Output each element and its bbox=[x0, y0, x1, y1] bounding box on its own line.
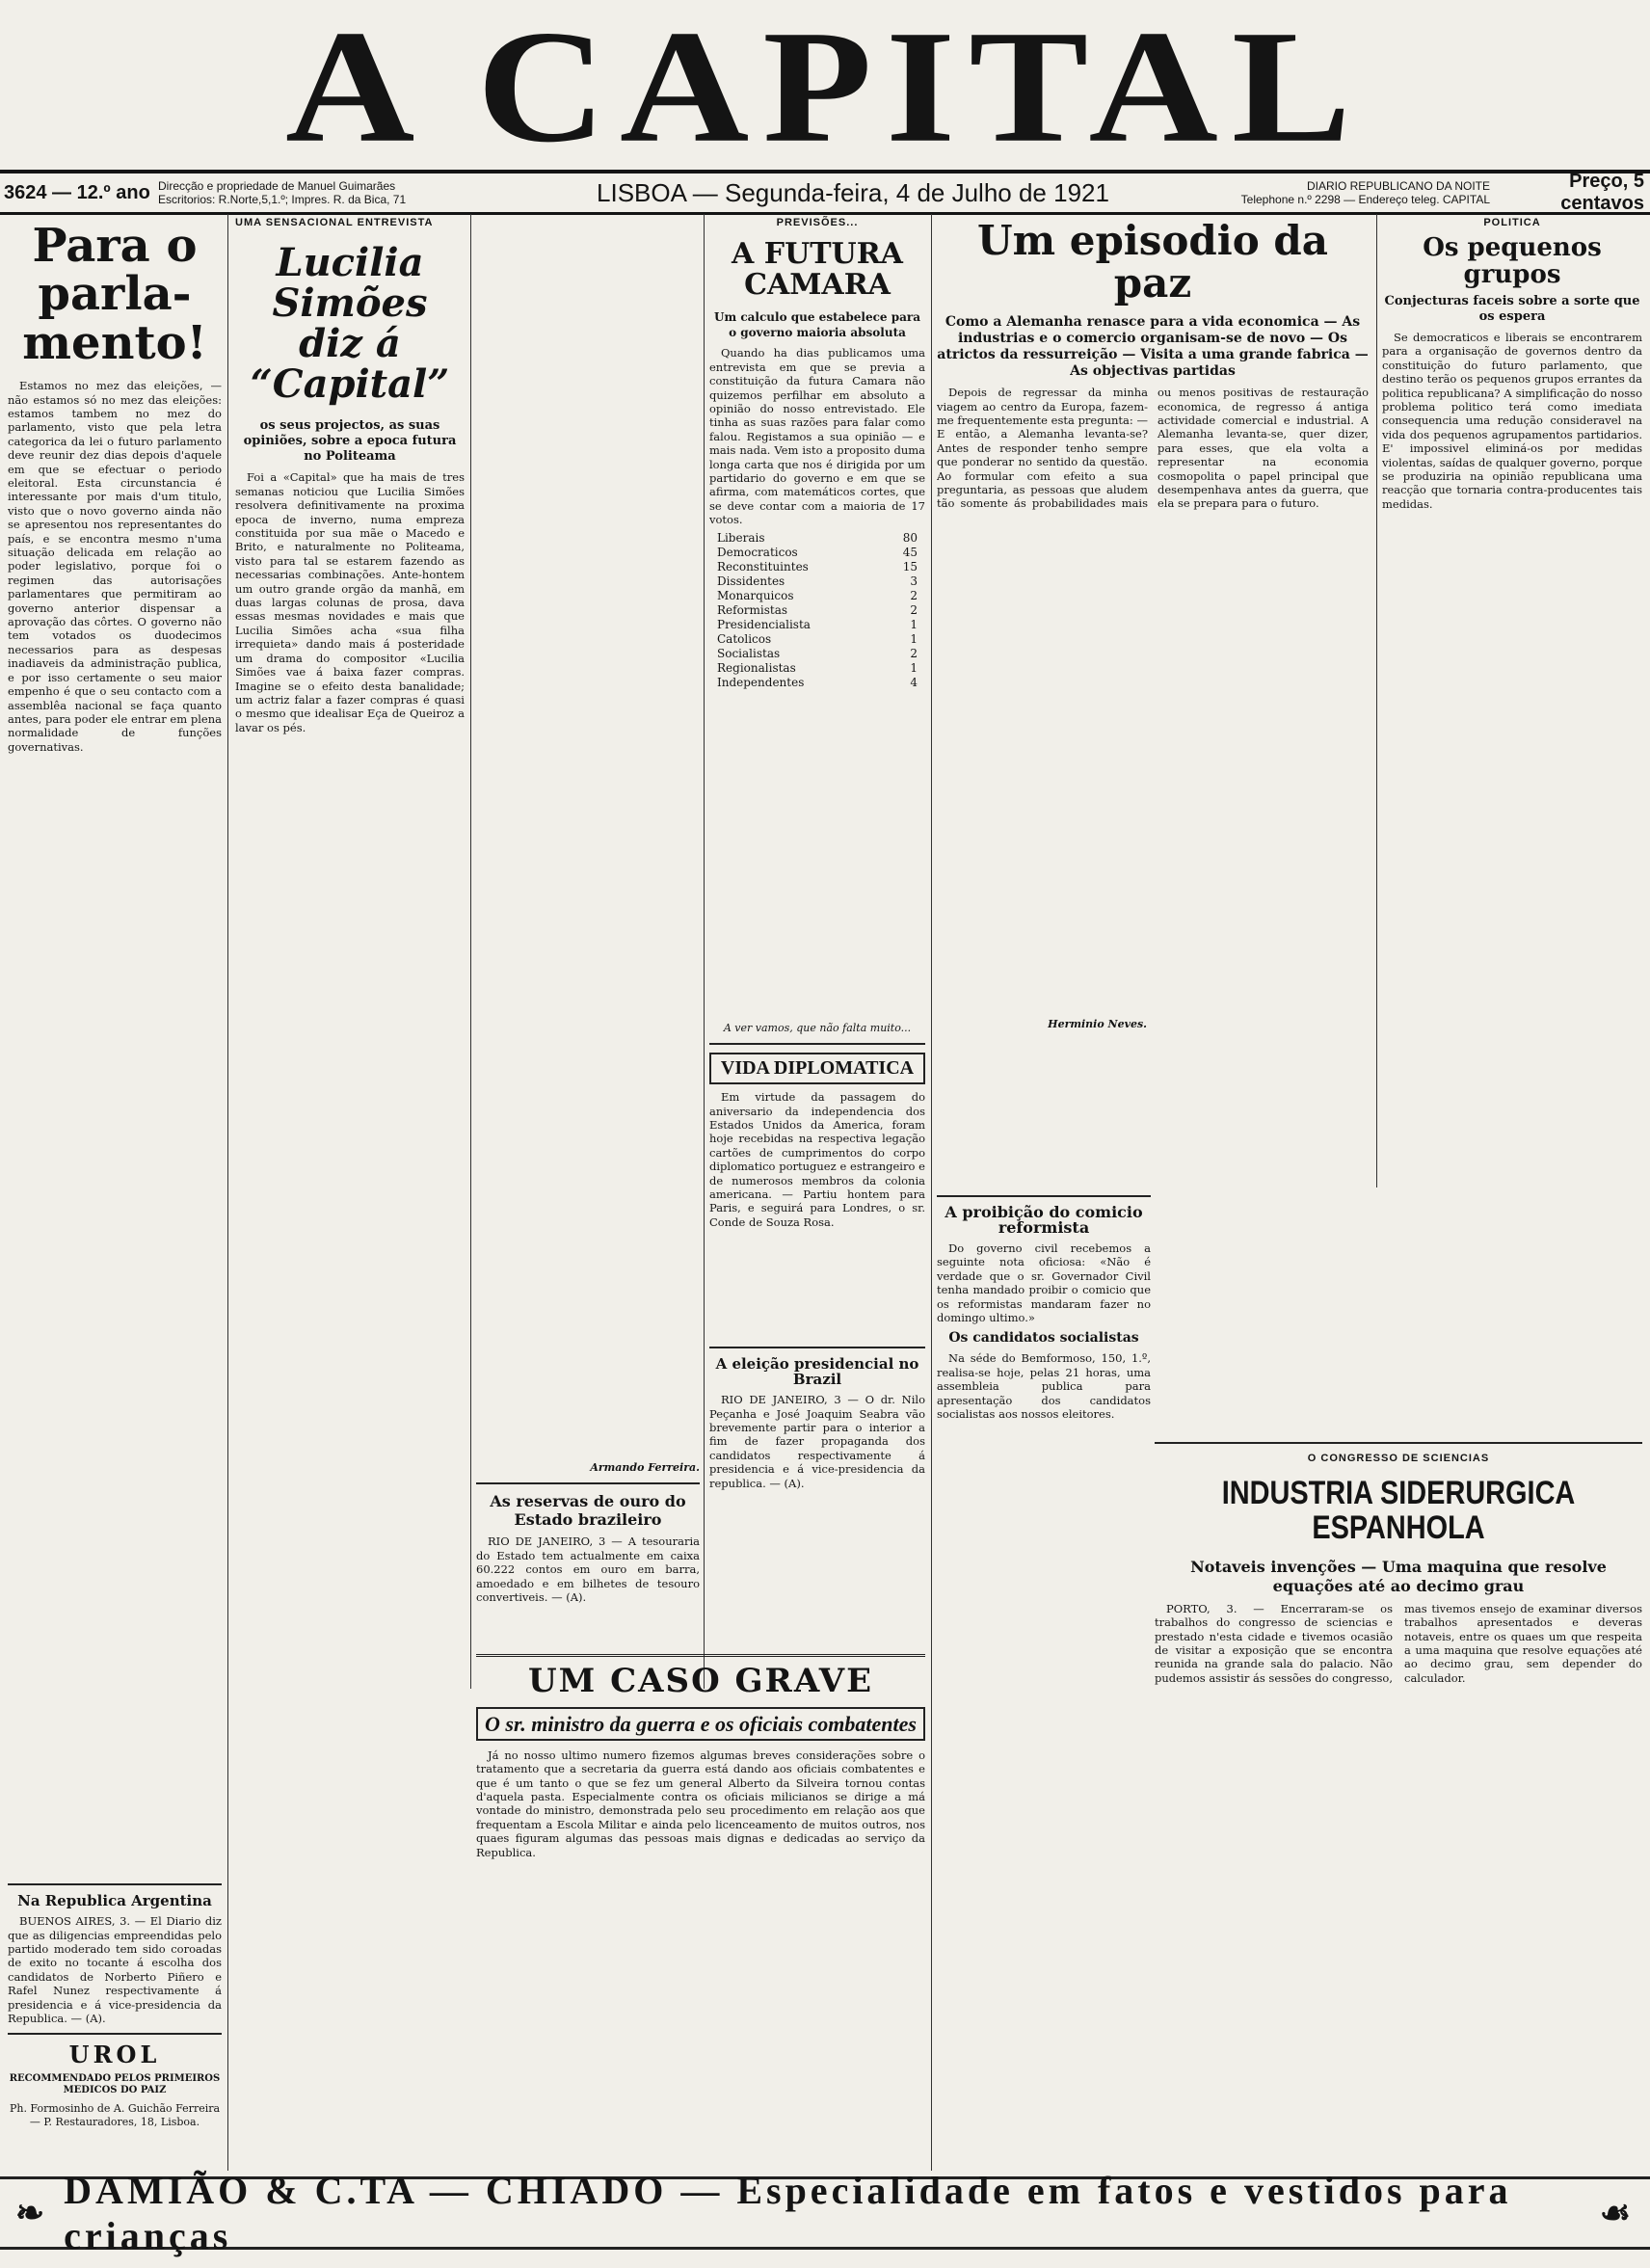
column-4b bbox=[937, 1187, 1151, 1428]
article-caso-grave bbox=[476, 1646, 925, 2171]
divider bbox=[8, 2033, 222, 2035]
article-parlamento bbox=[8, 379, 222, 754]
article-diplomatica-text: Em virtude da passagem do aniversario da independencia dos Estados Unidos da America, foram hoje recebidas na respectiva legação cartões de cumprimentos do corpo diplomatico portuguez e estrangeiro e de numerosos membros da colonia americana. — Partiu hontem para Paris, e seguirá para Londres, o sr. Conde de Souza Rosa. bbox=[709, 1090, 925, 1229]
publication-date: LISBOA — Segunda-feira, 4 de Julho de 1921 bbox=[597, 177, 1109, 207]
deck-lucilia: os seus projectos, as suas opiniões, sobre a epoca futura no Politeama bbox=[243, 418, 457, 465]
headline-candidatos-socialistas: Os candidatos socialistas bbox=[948, 1330, 1139, 1347]
column-4 bbox=[937, 214, 1369, 1187]
article-industria-siderurgica bbox=[1155, 1434, 1642, 2171]
ad-urol-line-1: RECOMMENDADO PELOS PRIMEIROS MEDICOS DO PAIZ bbox=[9, 2072, 221, 2095]
footer-ad-text: DAMIÃO & C.TA — CHIADO — Especialidade em fatos e vestidos para crianças bbox=[64, 2169, 1512, 2257]
headline-argentina: Na Republica Argentina bbox=[17, 1892, 212, 1910]
parties-table bbox=[717, 531, 918, 690]
headline-lucilia: Lucilia Simões diz á “Capital” bbox=[250, 240, 450, 408]
headline-vida-diplomatica: VIDA DIPLOMATICA bbox=[709, 1053, 925, 1084]
divider bbox=[8, 1883, 222, 1885]
kicker-entrevista: UMA SENSACIONAL ENTREVISTA bbox=[235, 217, 434, 228]
party-row: Monarquicos 2 bbox=[717, 588, 918, 602]
ornament-icon: ❧ bbox=[15, 2194, 49, 2232]
issue-number: 3624 — 12.º ano bbox=[4, 181, 150, 203]
headline-proibicao-comicio: A proibição do comicio reformista bbox=[945, 1203, 1143, 1237]
kicker-politica: POLITICA bbox=[1483, 217, 1541, 228]
column-rule bbox=[1376, 214, 1377, 1187]
deck-industria: Notaveis invenções — Uma maquina que resolve equações até ao decimo grau bbox=[1190, 1557, 1607, 1595]
column-rule bbox=[704, 214, 705, 1689]
admin-line-1: Direcção e propriedade de Manuel Guimarães bbox=[158, 179, 396, 193]
ad-urol-line-2: Ph. Formosinho de A. Guichão Ferreira — P. Restauradores, 18, Lisboa. bbox=[9, 2101, 221, 2128]
article-industria-text: PORTO, 3. — Encerraram-se os trabalhos do congresso de sciencias e prestado n'esta cidade e tivemos ocasião de visitar a exposição que se encontra reunida na grande sala do palacio. Não pudemos assistir ás sessões do congresso, mas tivemos ensejo de examinar diversos trabalhos apresentados e deveras notaveis, entre os quaes um que respeita a uma maquina que resolve equações até ao decimo grau, sem depender do calculador. bbox=[1155, 1601, 1642, 1685]
party-row: Reformistas 2 bbox=[717, 602, 918, 617]
party-row: Catolicos 1 bbox=[717, 631, 918, 646]
daily-info bbox=[1201, 179, 1490, 206]
deck-pequenos-grupos: Conjecturas faceis sobre a sorte que os espera bbox=[1384, 294, 1640, 324]
article-lucilia-text: Foi a «Capital» que ha mais de tres semanas noticiou que Lucilia Simões resolvera definitivamente na proxima epoca de inverno, numa empreza constituida por sua mãe o Macedo e Brito, e naturalmente no Politeama, visto para tal se estarem fazendo as necessarias combinações. Ante-hontem um outro grande orgão da manhã, em duas largas colunas de prosa, dava essas mesmas novidades e mais que Lucilia Simões acha «sua filha irrequieta» dando mais á posteridade um drama do compositor «Lucilia Simões vae á baixa fazer compras. Imagine se o efeito desta banalidade; um actriz falar a fazer compras é quasi o mesmo que idealisar Eça de Queiroz a lavar os pés. bbox=[235, 470, 465, 734]
column-rule bbox=[470, 214, 471, 1689]
daily-line-1: DIARIO REPUBLICANO DA NOITE bbox=[1306, 179, 1490, 193]
headline-parlamento: Para o parla-mento! bbox=[22, 219, 207, 370]
article-lucilia-continued bbox=[476, 214, 700, 1457]
party-row: Socialistas 2 bbox=[717, 646, 918, 660]
article-eleicao-text: RIO DE JANEIRO, 3 — O dr. Nilo Peçanha e José Joaquim Seabra vão brevemente partir para o interior a fim de fazer propaganda dos candidatos respectivamente á presidencia e á vice-presidencia da republica. — (A). bbox=[709, 1393, 925, 1490]
byline-armando: Armando Ferreira. bbox=[590, 1461, 700, 1474]
article-episodio-text: Depois de regressar da minha viagem ao centro da Europa, fazem-me frequentemente esta pregunta: — E então, a Alemanha levanta-se? Antes de responder tenho sempre que ponderar no sentido da questão. Ao formular com efeito a sua preguntaria, as pessoas que aludem tão somente ás probabilidades mais ou menos positivas de restauração economica, de regresso á antiga actividade comercial e industrial. A Alemanha levanta-se, quer dizer, para esses, que ela volta a representar na economia cosmopolita o papel principal que desempenhava antes da guerra, que ela se prepara para o futuro. bbox=[937, 386, 1369, 511]
headline-futura-camara: A FUTURA CAMARA bbox=[732, 237, 903, 302]
headline-caso-grave: UM CASO GRAVE bbox=[527, 1662, 874, 1700]
masthead bbox=[0, 0, 1650, 176]
kicker-previsoes: PREVISÕES... bbox=[776, 217, 859, 228]
party-row: Independentes 4 bbox=[717, 675, 918, 689]
byline-herminio: Herminio Neves. bbox=[1048, 1017, 1147, 1030]
article-proibicao-text: Do governo civil recebemos a seguinte nota oficiosa: «Não é verdade que o sr. Governador Civil tenha mandado proibir o comicio que os reformistas mandaram fazer no domingo ultimo.» bbox=[937, 1241, 1151, 1325]
admin-info bbox=[158, 179, 505, 206]
article-socialistas-text: Na séde do Bemformoso, 150, 1.º, realisa-se hoje, pelas 21 horas, uma assembleia publica para apresentação dos candidatos socialistas aos nossos eleitores. bbox=[937, 1351, 1151, 1422]
article-caso-grave-text: Já no nosso ultimo numero fizemos algumas breves considerações sobre o tratamento que a secretaria da guerra está dando aos oficiais combatentes e que é um tanto o que se fez um general Alberto da Silveira tornou contas d'aquela pasta. Especialmente contra os oficiais milicianos se dirige a má vontade do ministro, demonstrada pelo seu procedimento em relação aos que frequentam a Escola Militar e ainda pelo licenceamento de muitos outros, nos quaes figuram algumas das pessoas mais dignas e dedicadas ao serviço da Republica. bbox=[476, 1748, 925, 1859]
article-camara-continued bbox=[709, 694, 925, 1022]
party-row: Dissidentes 3 bbox=[717, 574, 918, 588]
column-rule bbox=[931, 214, 932, 2171]
column-2b bbox=[476, 214, 700, 1641]
column-rule bbox=[227, 214, 228, 2171]
subhead-ministro-guerra: O sr. ministro da guerra e os oficiais combatentes bbox=[476, 1707, 925, 1741]
ornament-icon: ☙ bbox=[1599, 2194, 1635, 2232]
daily-line-2: Telephone n.º 2298 — Endereço teleg. CAPITAL bbox=[1240, 193, 1490, 206]
closing-camara: A ver vamos, que não falta muito... bbox=[723, 1021, 912, 1034]
column-2 bbox=[235, 214, 465, 2171]
masthead-info-bar bbox=[0, 170, 1650, 215]
column-5 bbox=[1382, 214, 1642, 1187]
headline-eleicao-brazil: A eleição presidencial no Brazil bbox=[715, 1355, 919, 1389]
column-1 bbox=[8, 214, 222, 2171]
article-pequenos-grupos-text: Se democraticos e liberais se encontrarem para a organisação de governos dentro da constituição do futuro parlamento, que destino terão os pequenos grupos errantes da politica republicana? A simplificação do nosso problema politico terá como imediata consequencia uma redução consideravel na vida dos pequenos agrupamentos partidarios. E' impossivel eliminá-os por medidas violentas, saídas de qualquer governo, porque se produziria na opinião republicana uma reacção que tornaria contra-producentes tais medidas. bbox=[1382, 331, 1642, 511]
headline-reservas-ouro: As reservas de ouro do Estado brazileiro bbox=[490, 1492, 686, 1530]
party-row: Liberais 80 bbox=[717, 530, 918, 545]
article-camara-text: Quando ha dias publicamos uma entrevista em que se previa a constituição da futura Camara não quizemos perfilhar em absoluto a opinião do nosso entrevistado. Ele tinha as suas razões para falar como falou. Registamos a sua opinião — e mais nada. Vem isto a proposito duma longa carta que nos é dirigida por um partidario do governo e em que se afirma, com matemáticos cortes, que se deve contar com a maioria de 17 votos. bbox=[709, 346, 925, 527]
headline-pequenos-grupos: Os pequenos grupos bbox=[1423, 233, 1602, 289]
article-reservas-text: RIO DE JANEIRO, 3 — A tesouraria do Estado tem actualmente em caixa 60.222 contos em ouro em barra, amoedado e em bilhetes de tesouro convertiveis. — (A). bbox=[476, 1534, 700, 1605]
article-argentina-text: BUENOS AIRES, 3. — El Diario diz que as diligencias empreendidas pelo partido moderado tem sido coroadas de exito no tocante á escolha dos candidatos de Norberto Piñero e Rafel Nunez respectivamente á presidencia e á vice-presidencia da Republica. — (A). bbox=[8, 1914, 222, 2025]
article-episodio-continued bbox=[937, 513, 1369, 1014]
price: Preço, 5 centavos bbox=[1560, 171, 1644, 214]
article-parlamento-text: Estamos no mez das eleições, — não estamos só no mez das eleições: estamos tambem no mez do parlamento, visto que pela letra categorica da lei o futuro parlamento deve reunir dez dias depois d'aquele em que se efectuar o periodo eleitoral. Esta circunstancia é interessante por mais d'um titulo, visto que o novo governo ainda não se apresentou nos representantes do país, e se encontra mesmo n'uma situação delicada em relação ao poder legislativo, porque foi o regimen das autorisações parlamentares que permitiram ao governo anterior dispensar a aprovação das côrtes. O governo não tem votados os duodecimos necessarios para as despesas inadiaveis da administração publica, e por isso certamente o seu maior empenho é que o seu contacto com a assemblêa nacional se faça quanto antes, para poder ele entrar em plena normalidade de funções governativas. bbox=[8, 379, 222, 754]
party-row: Presidencialista 1 bbox=[717, 617, 918, 631]
party-row: Reconstituintes 15 bbox=[717, 559, 918, 574]
party-row: Democraticos 45 bbox=[717, 545, 918, 559]
party-row: Regionalistas 1 bbox=[717, 660, 918, 675]
deck-futura-camara: Um calculo que estabelece para o governo maioria absoluta bbox=[714, 310, 920, 340]
article-parlamento-continued bbox=[8, 758, 222, 1876]
deck-episodio-paz: Como a Alemanha renasce para a vida economica — As industrias e o comercio organisam-se de novo — Os atrictos da ressurreição — Visita a uma grande fabrica — As objectivas partidas bbox=[937, 314, 1369, 380]
admin-line-2: Escritorios: R.Norte,5,1.º; Impres. R. da Bica, 71 bbox=[158, 193, 407, 206]
column-3 bbox=[709, 214, 925, 1641]
headline-episodio-paz: Um episodio da paz bbox=[977, 217, 1328, 307]
newspaper-title: A CAPITAL bbox=[285, 0, 1365, 176]
headline-industria: INDUSTRIA SIDERURGICA ESPANHOLA bbox=[1221, 1475, 1576, 1547]
kicker-congresso: O CONGRESSO DE SCIENCIAS bbox=[1307, 1453, 1490, 1464]
ad-urol-title: UROL bbox=[68, 2041, 161, 2069]
footer-advertisement bbox=[0, 2169, 1650, 2257]
